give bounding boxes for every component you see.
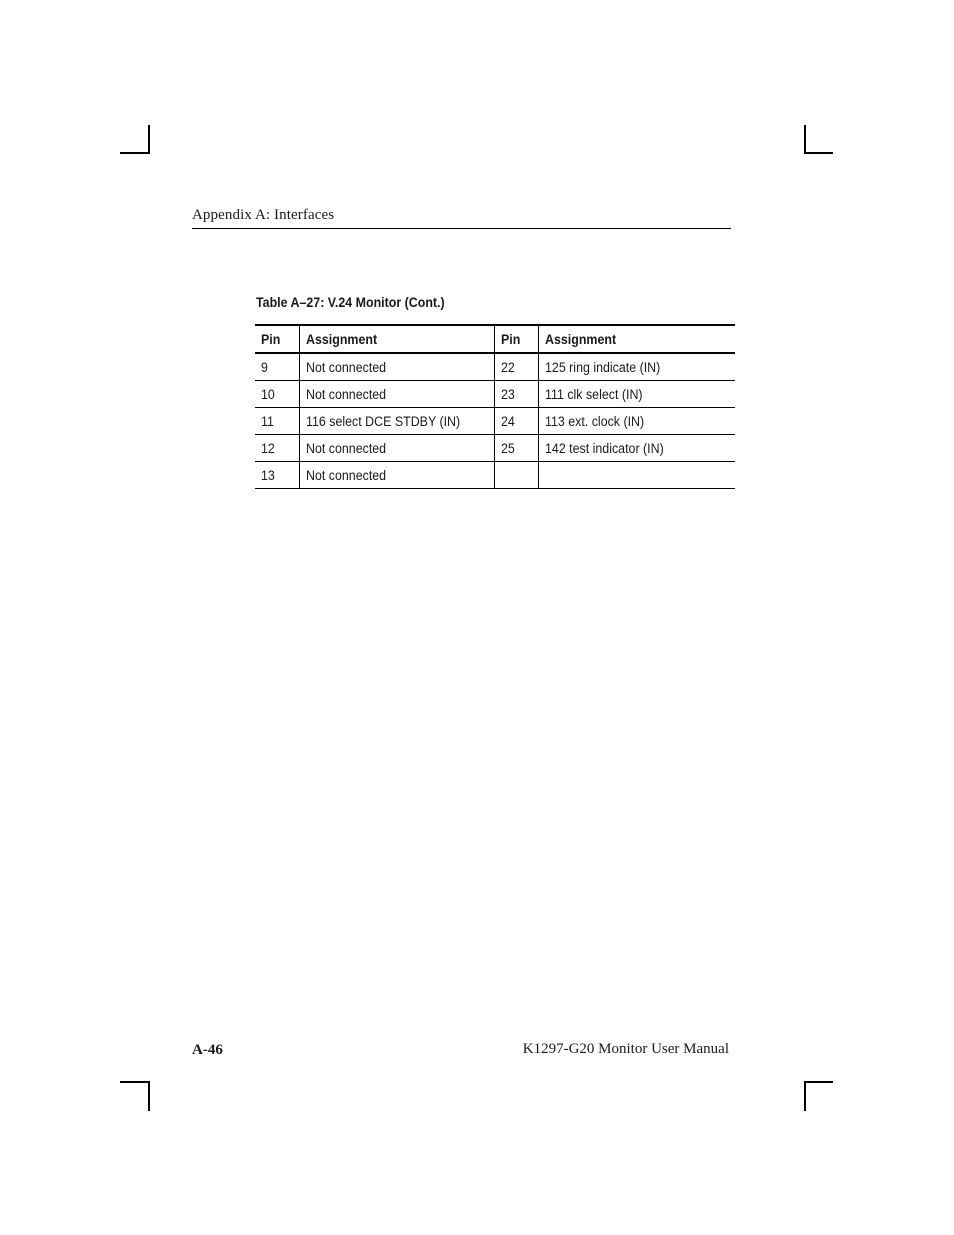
table-caption: Table A–27: V.24 Monitor (Cont.) bbox=[256, 295, 445, 310]
header-rule bbox=[192, 228, 731, 229]
table-cell: 9 bbox=[261, 359, 268, 375]
crop-mark-bottom-right-vertical bbox=[804, 1081, 806, 1111]
crop-mark-bottom-left-vertical bbox=[148, 1081, 150, 1111]
table-header-row bbox=[255, 325, 735, 353]
table-cell: 142 test indicator (IN) bbox=[538, 435, 735, 462]
column-header-assignment: Assignment bbox=[299, 325, 494, 353]
table-cell: 24 bbox=[494, 408, 538, 435]
table-cell: 113 ext. clock (IN) bbox=[538, 408, 735, 435]
manual-title: K1297-G20 Monitor User Manual bbox=[522, 1041, 729, 1057]
column-header-pin: Pin bbox=[494, 325, 538, 353]
table-cell: 22 bbox=[494, 353, 538, 381]
crop-mark-bottom-left-horizontal bbox=[120, 1081, 150, 1083]
page-number: A-46 bbox=[192, 1042, 223, 1058]
table-cell bbox=[494, 462, 538, 489]
table-row bbox=[255, 435, 735, 462]
table-cell: 25 bbox=[494, 435, 538, 462]
table-cell: Not connected bbox=[299, 381, 494, 408]
table-cell: 10 bbox=[261, 386, 275, 402]
pin-assignment-table bbox=[255, 324, 735, 489]
table-row bbox=[255, 462, 735, 489]
crop-mark-top-left-horizontal bbox=[120, 152, 150, 154]
table-cell: 12 bbox=[261, 440, 275, 456]
table-cell: 23 bbox=[494, 381, 538, 408]
table-cell: 11 bbox=[261, 413, 274, 429]
column-header-assignment: Assignment bbox=[538, 325, 735, 353]
table-row bbox=[255, 381, 735, 408]
table-row bbox=[255, 353, 735, 381]
table-cell: 125 ring indicate (IN) bbox=[538, 353, 735, 381]
table-cell bbox=[538, 462, 735, 489]
table-cell: Not connected bbox=[299, 435, 494, 462]
crop-mark-bottom-right-horizontal bbox=[804, 1081, 833, 1083]
table-cell: 116 select DCE STDBY (IN) bbox=[299, 408, 494, 435]
crop-mark-top-right-horizontal bbox=[804, 152, 833, 154]
running-header: Appendix A: Interfaces bbox=[192, 207, 335, 223]
column-header-pin: Pin bbox=[261, 331, 281, 347]
table-row bbox=[255, 408, 735, 435]
crop-mark-top-right-vertical bbox=[804, 125, 806, 154]
table-cell: 13 bbox=[261, 467, 275, 483]
table-cell: Not connected bbox=[299, 462, 494, 489]
crop-mark-top-left-vertical bbox=[148, 125, 150, 154]
table-cell: 111 clk select (IN) bbox=[538, 381, 735, 408]
table-cell: Not connected bbox=[299, 353, 494, 381]
